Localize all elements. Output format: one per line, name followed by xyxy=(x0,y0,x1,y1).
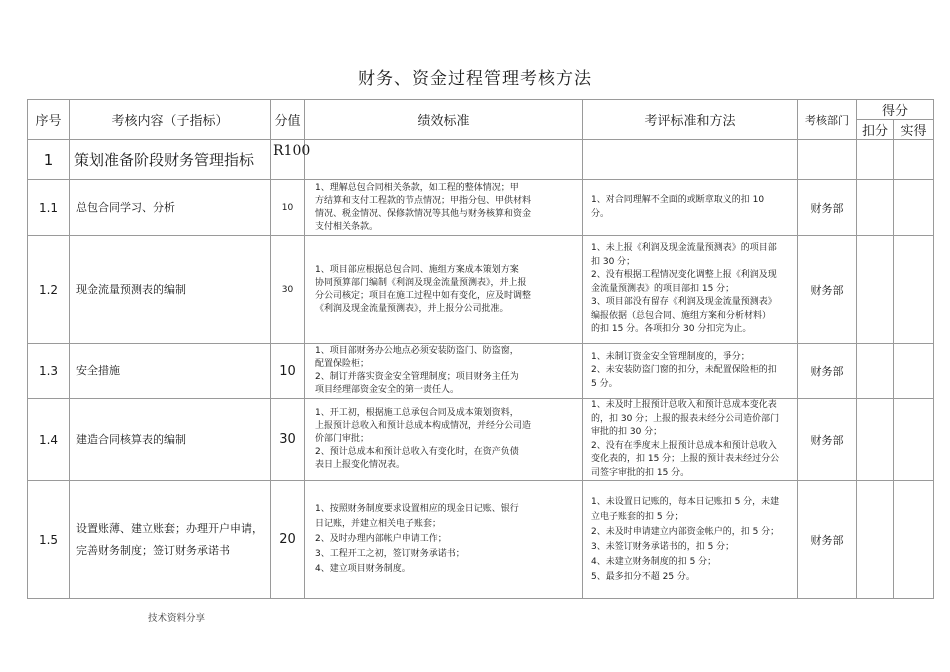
deduct-cell xyxy=(857,344,894,399)
row-criteria: 1、未设置日记账的，每本日记账扣 5 分，未建 立电子账套的扣 5 分； 2、未及时申请建立内部资金帐户的，扣 5 分； 3、未签订财务承诺书的，扣 5 分； 4、未建立财务制度的扣 5 分； 5、最多扣分不超 25 分。 xyxy=(583,481,798,599)
row-seq: 1.2 xyxy=(28,236,70,344)
row-standard: 1、项目部财务办公地点必须安装防盗门、防盗窗， 配置保险柜； 2、制订并落实资金安全管理制度；项目财务主任为 项目经理部资金安全的第一责任人。 xyxy=(305,344,583,399)
assessment-table xyxy=(27,99,934,599)
header-score: 分值 xyxy=(271,100,305,140)
row-dept: 财务部 xyxy=(798,481,857,599)
row-dept: 财务部 xyxy=(798,180,857,236)
header-standard: 绩效标准 xyxy=(305,100,583,140)
empty-cell xyxy=(305,140,583,180)
deduct-cell xyxy=(857,180,894,236)
header-actual: 实得 xyxy=(894,120,934,140)
row-score: 20 xyxy=(271,481,305,599)
row-content: 总包合同学习、分析 xyxy=(70,180,271,236)
header-deduct: 扣分 xyxy=(857,120,894,140)
row-content: 建造合同核算表的编制 xyxy=(70,399,271,481)
row-dept: 财务部 xyxy=(798,236,857,344)
row-standard: 1、按照财务制度要求设置相应的现金日记账、银行 日记账，并建立相关电子账套； 2、及时办理内部帐户申请工作； 3、工程开工之初，签订财务承诺书； 4、建立项目财务制度。 xyxy=(305,481,583,599)
row-score: 30 xyxy=(271,236,305,344)
row-seq: 1.4 xyxy=(28,399,70,481)
row-content: 设置账薄、建立账套；办理开户申请，完善财务制度；签订财务承诺书 xyxy=(70,481,271,599)
row-standard: 1、理解总包合同相关条款，如工程的整体情况；甲 方结算和支付工程款的节点情况；甲指分包、甲供材料 情况、税金情况、保修款情况等其他与财务核算和资金 支付相关条款。 xyxy=(305,180,583,236)
row-dept: 财务部 xyxy=(798,344,857,399)
footer-note: 技术资料分享 xyxy=(148,613,206,624)
section-row xyxy=(28,140,934,180)
actual-cell xyxy=(894,481,934,599)
row-seq: 1.1 xyxy=(28,180,70,236)
row-seq: 1.3 xyxy=(28,344,70,399)
row-standard: 1、项目部应根据总包合同、施组方案成本策划方案 协同预算部门编制《利润及现金流量预测表》，并上报 分公司核定；项目在施工过程中如有变化，应及时调整 《利润及现金流量预测表》，并上报分公司批准。 xyxy=(305,236,583,344)
table-row xyxy=(28,344,934,399)
actual-cell xyxy=(894,236,934,344)
row-criteria: 1、未上报《利润及现金流量预测表》的项目部 扣 30 分； 2、没有根据工程情况变化调整上报《利润及现 金流量预测表》的项目部扣 15 分； 3、项目部没有留存《利润及现金流量预测表》 编报依据（总包合同、施组方案和分析材料） 的扣 15 分。各项扣分 30 分扣完为止。 xyxy=(583,236,798,344)
table-row xyxy=(28,180,934,236)
empty-cell xyxy=(894,140,934,180)
section-score: R100 xyxy=(271,140,305,180)
table-row xyxy=(28,481,934,599)
row-dept: 财务部 xyxy=(798,399,857,481)
deduct-cell xyxy=(857,399,894,481)
header-criteria: 考评标准和方法 xyxy=(583,100,798,140)
table-row xyxy=(28,236,934,344)
empty-cell xyxy=(798,140,857,180)
row-content: 现金流量预测表的编制 xyxy=(70,236,271,344)
actual-cell xyxy=(894,399,934,481)
deduct-cell xyxy=(857,481,894,599)
row-standard: 1、开工初，根据施工总承包合同及成本策划资料， 上报预计总收入和预计总成本构成情况，并经分公司造 价部门审批； 2、预计总成本和预计总收入有变化时，在资产负债 表日上报变化情况表。 xyxy=(305,399,583,481)
actual-cell xyxy=(894,180,934,236)
row-score: 30 xyxy=(271,399,305,481)
row-content: 安全措施 xyxy=(70,344,271,399)
row-criteria: 1、对合同理解不全面的或断章取义的扣 10 分。 xyxy=(583,180,798,236)
section-name: 策划准备阶段财务管理指标 xyxy=(70,140,271,180)
empty-cell xyxy=(583,140,798,180)
deduct-cell xyxy=(857,236,894,344)
empty-cell xyxy=(857,140,894,180)
row-criteria: 1、未制订资金安全管理制度的，爭分； 2、未安装防盗门窗的扣分，未配置保险柜的扣 5 分。 xyxy=(583,344,798,399)
header-dept: 考核部门 xyxy=(798,100,857,140)
header-result: 得分 xyxy=(857,100,934,120)
header-seq: 序号 xyxy=(28,100,70,140)
document-title: 财务、资金过程管理考核方法 xyxy=(358,69,592,89)
header-content: 考核内容（子指标） xyxy=(70,100,271,140)
row-score: 10 xyxy=(271,344,305,399)
section-seq: 1 xyxy=(28,140,70,180)
actual-cell xyxy=(894,344,934,399)
table-row xyxy=(28,399,934,481)
row-score: 10 xyxy=(271,180,305,236)
row-seq: 1.5 xyxy=(28,481,70,599)
row-criteria: 1、未及时上报预计总收入和预计总成本变化表 的，扣 30 分；上报的报表未经分公司造价部门 审批的扣 30 分； 2、没有在季度末上报预计总成本和预计总收入 变化表的，扣 15 分；上报的预计表未经过分公 司签字审批的扣 15 分。 xyxy=(583,399,798,481)
